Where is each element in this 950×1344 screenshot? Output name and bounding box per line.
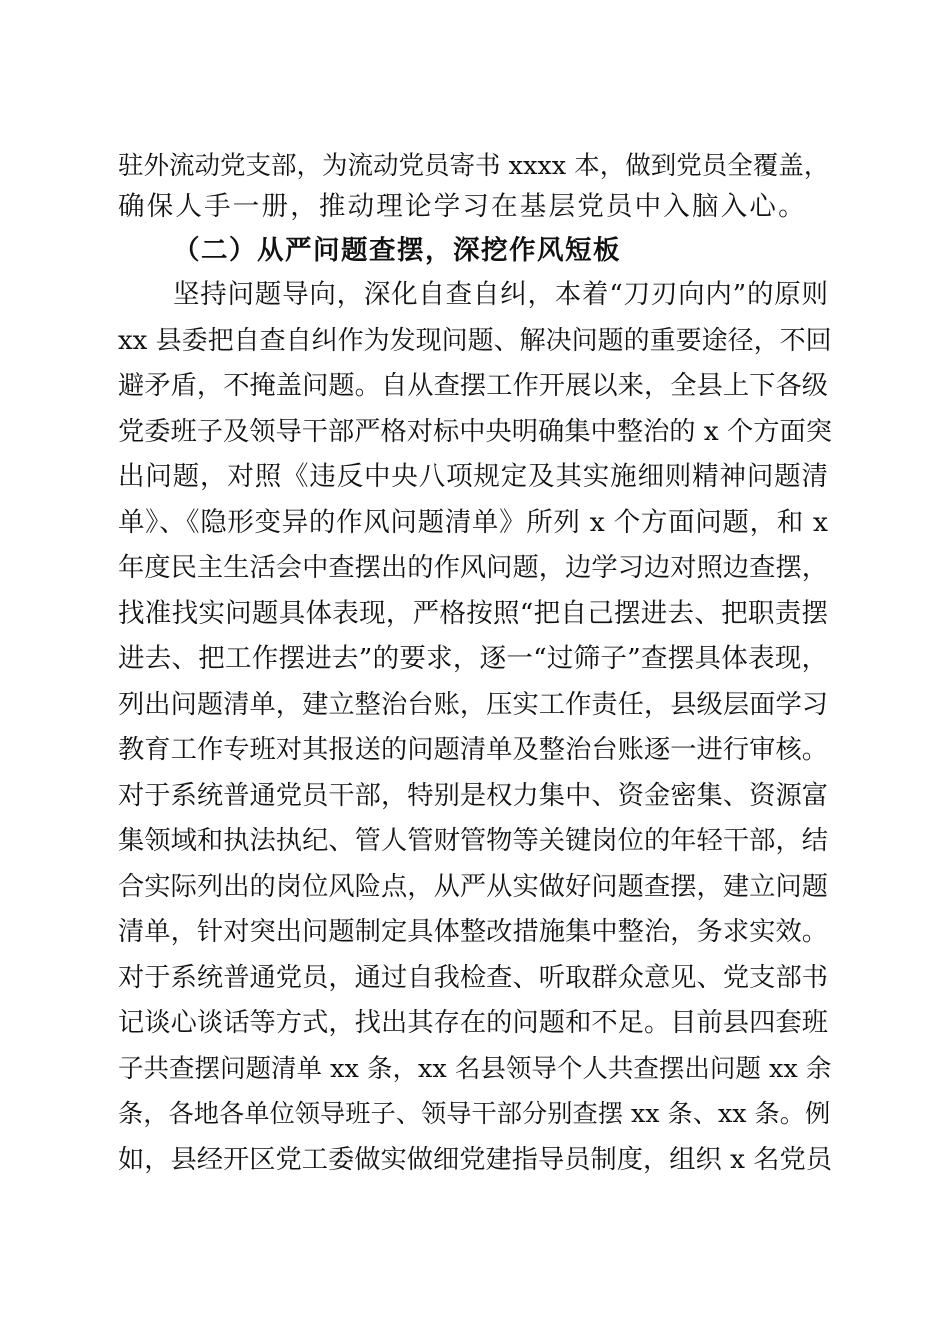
para2-line-6: 单》、《隐形变异的作风问题清单》所列 x 个方面问题，和 x bbox=[118, 507, 828, 538]
para2-line-17: 记谈心谈话等方式，找出其存在的问题和不足。目前县四套班 bbox=[118, 1008, 828, 1038]
para2-line-13: 集领域和执法执纪、管人管财管物等关键岗位的年轻干部，结 bbox=[118, 826, 828, 856]
para2-line-15: 清单，针对突出问题制定具体整改措施集中整治，务求实效。 bbox=[118, 917, 828, 947]
para2-line-5: 出问题，对照《违反中央八项规定及其实施细则精神问题清 bbox=[118, 461, 828, 492]
para2-line-9: 进去、把工作摆进去”的要求，逐一“过筛子”查摆具体表现， bbox=[118, 643, 828, 674]
para2-line-7: 年度民主生活会中查摆出的作风问题，边学习边对照边查摆， bbox=[118, 553, 828, 583]
para2-line-11: 教育工作专班对其报送的问题清单及整治台账逐一进行审核。 bbox=[118, 735, 828, 765]
para2-line-8: 找准找实问题具体表现，严格按照“把自己摆进去、把职责摆 bbox=[118, 598, 828, 629]
para2-line-20: 如，县经开区党工委做实做细党建指导员制度，组织 x 名党员 bbox=[118, 1145, 832, 1175]
para2-line-14: 合实际列出的岗位风险点，从严从实做好问题查摆，建立问题 bbox=[118, 872, 828, 902]
para2-line-18: 子共查摆问题清单 xx 条，xx 名县领导个人共查摆出问题 xx 余 bbox=[118, 1054, 832, 1084]
para2-line-12: 对于系统普通党员干部，特别是权力集中、资金密集、资源富 bbox=[118, 781, 828, 811]
para2-line-16: 对于系统普通党员，通过自我检查、听取群众意见、党支部书 bbox=[118, 963, 828, 993]
para2-line-4: 党委班子及领导干部严格对标中央明确集中整治的 x 个方面突 bbox=[118, 417, 832, 447]
para2-line-10: 列出问题清单，建立整治台账，压实工作责任，县级层面学习 bbox=[118, 690, 828, 720]
para2-line-3: 避矛盾，不掩盖问题。自从查摆工作开展以来，全县上下各级 bbox=[118, 371, 828, 401]
para2-line-2: xx 县委把自查自纠作为发现问题、解决问题的重要途径，不回 bbox=[118, 326, 832, 356]
para1-line-2: 确保人手一册，推动理论学习在基层党员中入脑入心。 bbox=[118, 191, 807, 222]
para2-line-19: 条，各地各单位领导班子、领导干部分别查摆 xx 条、xx 条。例 bbox=[118, 1099, 831, 1128]
section-heading: （二）从严问题查摆，深挖作风短板 bbox=[173, 235, 621, 266]
para1-line-1: 驻外流动党支部，为流动党员寄书 xxxx 本，做到党员全覆盖， bbox=[118, 151, 830, 181]
para2-line-1: 坚持问题导向，深化自查自纠，本着“刀刃向内”的原则 bbox=[173, 279, 828, 310]
